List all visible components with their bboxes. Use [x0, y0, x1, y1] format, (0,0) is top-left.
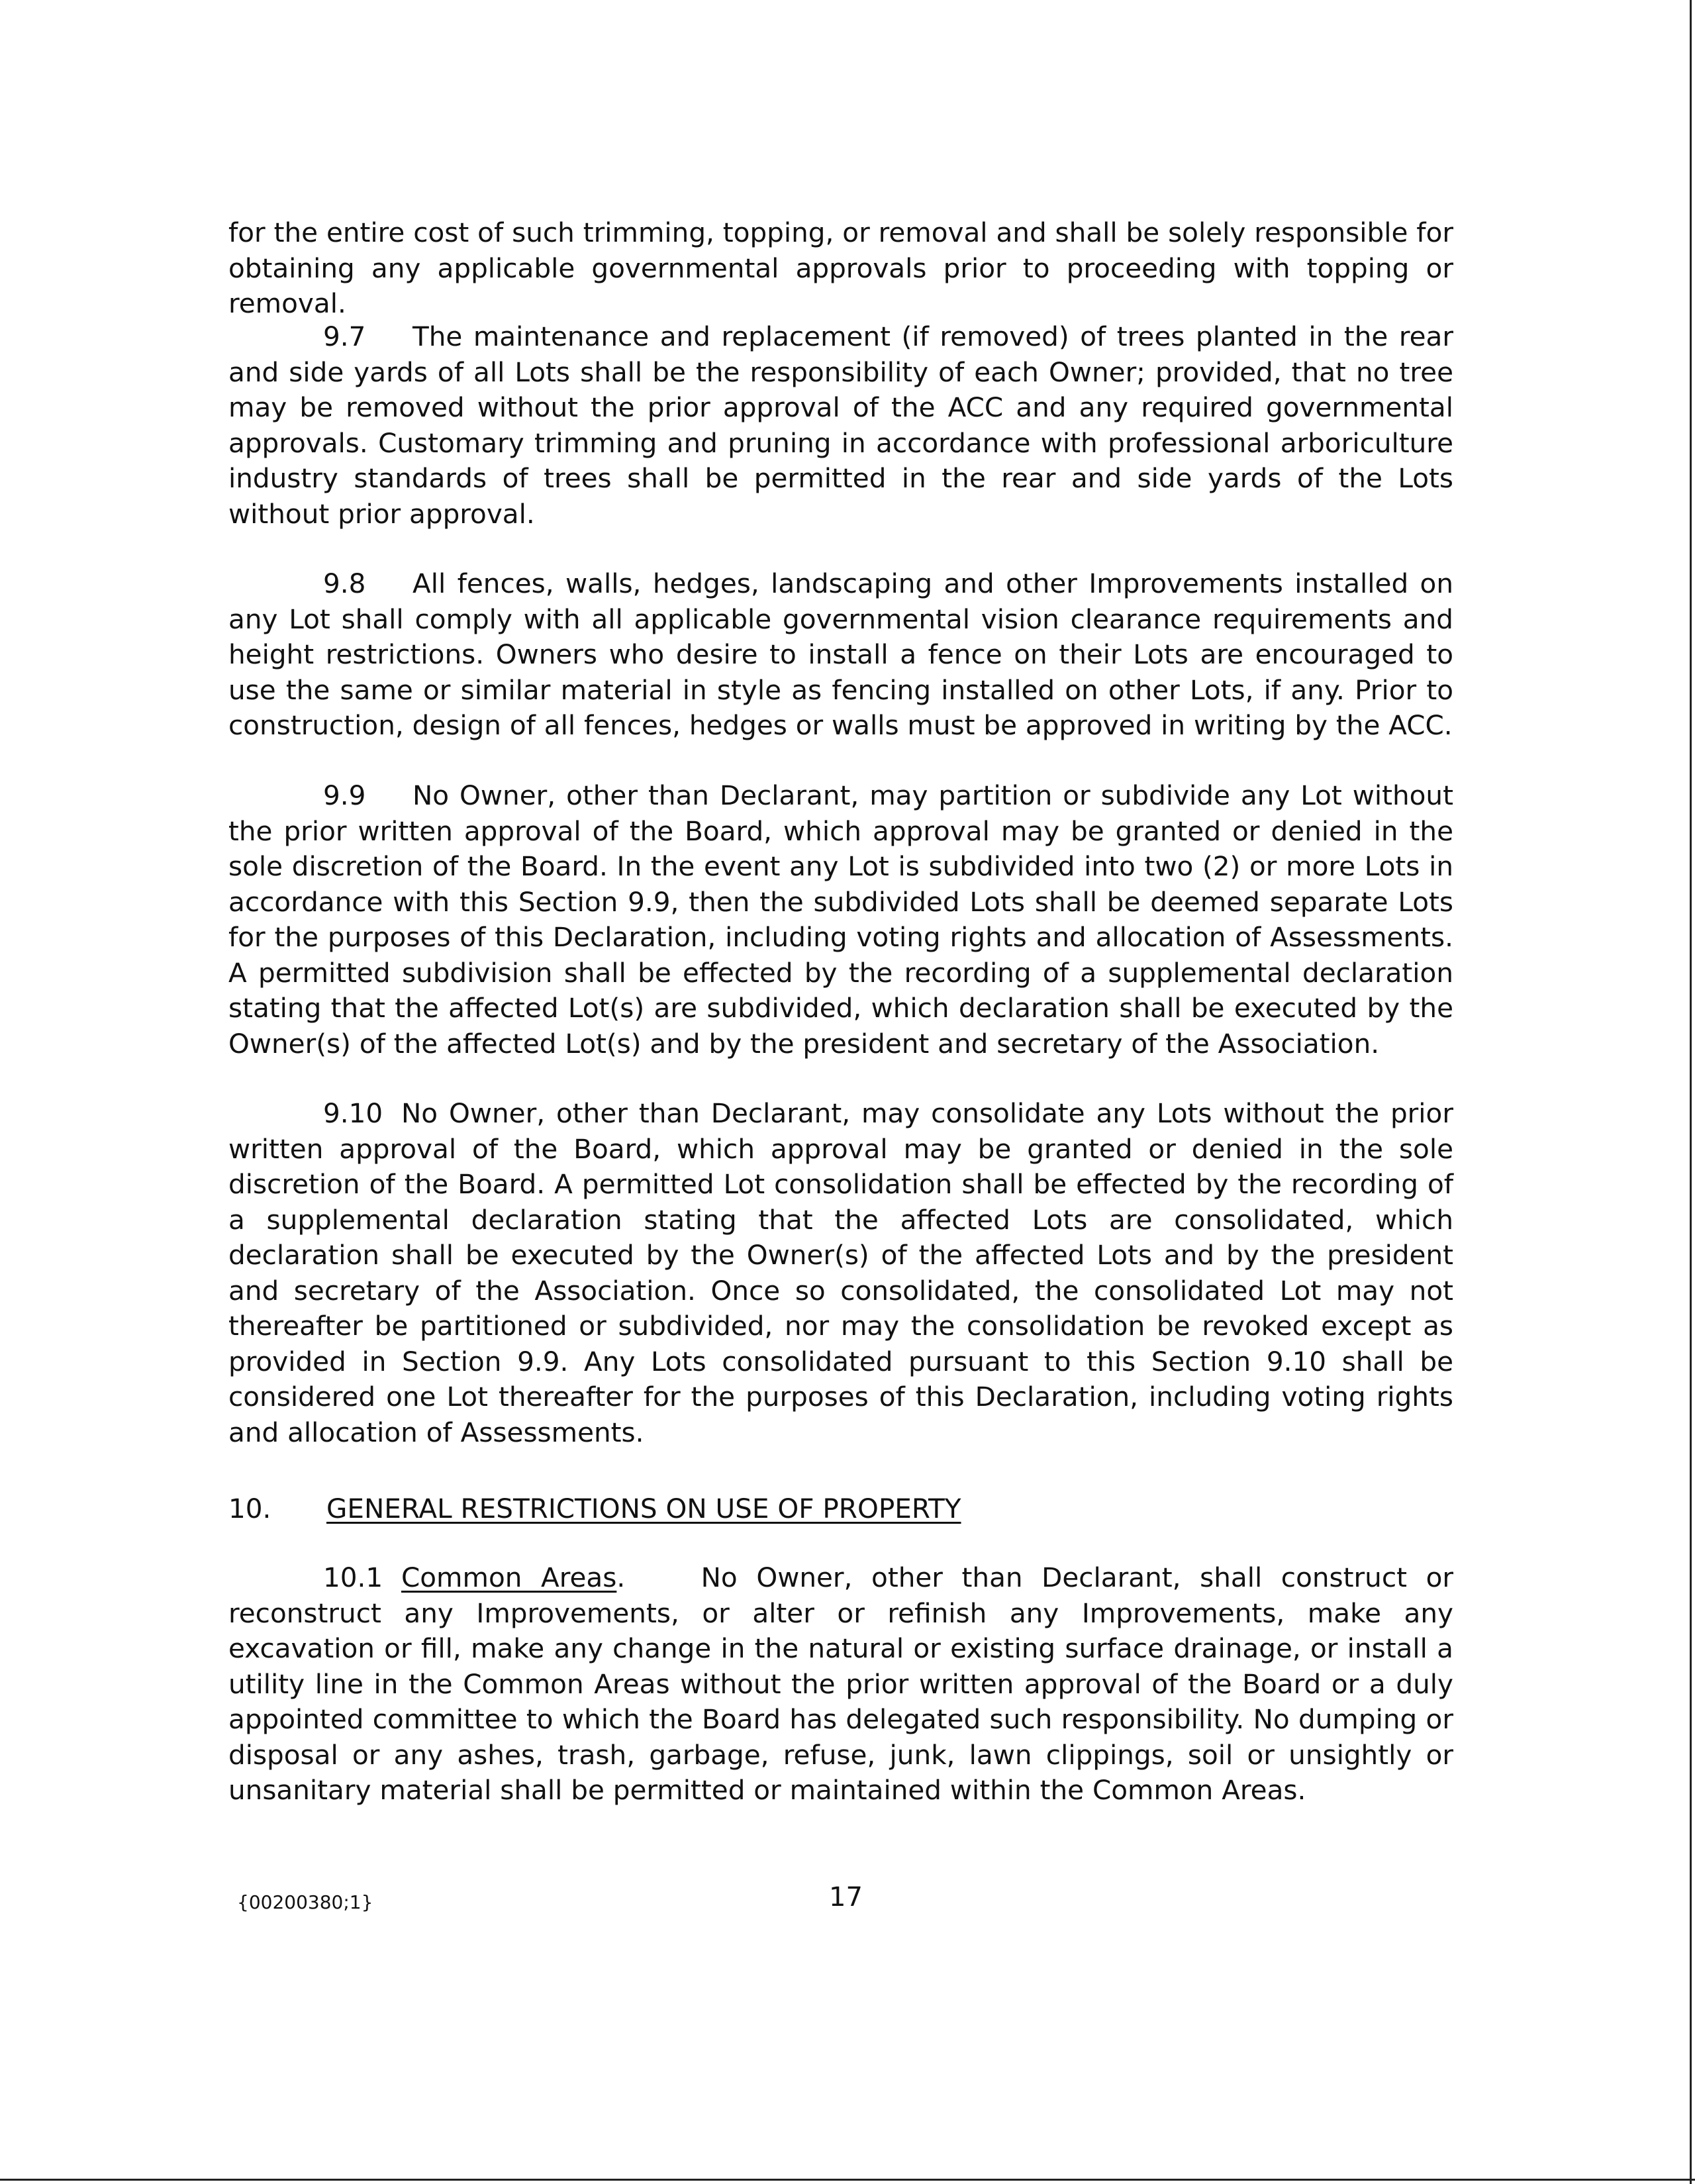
section-number: 9.10: [323, 1097, 383, 1129]
page-number: 17: [829, 1882, 863, 1912]
section-9-9: [228, 778, 1453, 1062]
section-9-7: [228, 319, 1453, 532]
section-text: The maintenance and replacement (if removed) of trees planted in the rear and side yards of all Lots shall be the responsibility of each Owner; provided, that no tree may be removed without the prior approval of the ACC and any required governmental approvals. Customary trimming and pruning in accordance with professional arboriculture industry standards of trees shall be permitted in the rear and side yards of the Lots without prior approval.: [228, 321, 1453, 530]
document-id: {00200380;1}: [237, 1891, 373, 1913]
section-title-punct: .: [616, 1562, 626, 1593]
section-9-8: [228, 566, 1453, 744]
section-text: No Owner, other than Declarant, may partition or subdivide any Lot without the prior written approval of the Board, which approval may be granted or denied in the sole discretion of the Board. In the event any Lot is subdivided into two (2) or more Lots in accordance with this Section 9.9, then the subdivided Lots shall be deemed separate Lots for the purposes of this Declaration, including voting rights and allocation of Assessments. A permitted subdivision shall be effected by the recording of a supplemental declaration stating that the affected Lot(s) are subdivided, which declaration shall be executed by the Owner(s) of the affected Lot(s) and by the president and secretary of the Association.: [228, 779, 1453, 1060]
section-number: 9.7: [323, 321, 366, 352]
section-number: 9.8: [323, 568, 366, 599]
section-text: No Owner, other than Declarant, shall construct or reconstruct any Improvements, or alter or refinish any Improvements, make any excavation or fill, make any change in the natural or existing surface drainage, or install a utility line in the Common Areas without the prior written approval of the Board or a duly appointed committee to which the Board has delegated such responsibility. No dumping or disposal or any ashes, trash, garbage, refuse, junk, lawn clippings, soil or unsightly or unsanitary material shall be permitted or maintained within the Common Areas.: [228, 1562, 1454, 1806]
section-10-1: [228, 1560, 1453, 1809]
section-text: All fences, walls, hedges, landscaping and other Improvements installed on any Lot shall comply with all applicable governmental vision clearance requirements and height restrictions. Owners who desire to install a fence on their Lots are encouraged to use the same or similar material in style as fencing installed on other Lots, if any. Prior to construction, design of all fences, hedges or walls must be approved in writing by the ACC.: [228, 568, 1453, 741]
section-9-10: [228, 1096, 1453, 1450]
scan-edge-right: [1690, 0, 1692, 2184]
section-number: 10.1: [323, 1562, 383, 1593]
heading-title: GENERAL RESTRICTIONS ON USE OF PROPERTY: [326, 1493, 961, 1524]
section-text: No Owner, other than Declarant, may consolidate any Lots without the prior written approval of the Board, which approval may be granted or denied in the sole discretion of the Board. A permitted Lot consolidation shall be effected by the recording of a supplemental declaration stating that the affected Lots are consolidated, which declaration shall be executed by the Owner(s) of the affected Lots and by the president and secretary of the Association. Once so consolidated, the consolidated Lot may not thereafter be partitioned or subdivided, nor may the consolidation be revoked except as provided in Section 9.9. Any Lots consolidated pursuant to this Section 9.10 shall be considered one Lot thereafter for the purposes of this Declaration, including voting rights and allocation of Assessments.: [228, 1097, 1453, 1448]
scan-edge-bottom: [0, 2179, 1695, 2181]
section-number: 9.9: [323, 779, 366, 811]
section-title: Common Areas: [401, 1562, 617, 1593]
paragraph-carryover: [228, 215, 1453, 322]
carryover-text: for the entire cost of such trimming, topping, or removal and shall be solely responsible for obtaining any applicable governmental approvals prior to proceeding with topping or removal.: [228, 217, 1453, 319]
section-10-heading: [228, 1491, 961, 1527]
heading-number: 10.: [228, 1493, 271, 1524]
